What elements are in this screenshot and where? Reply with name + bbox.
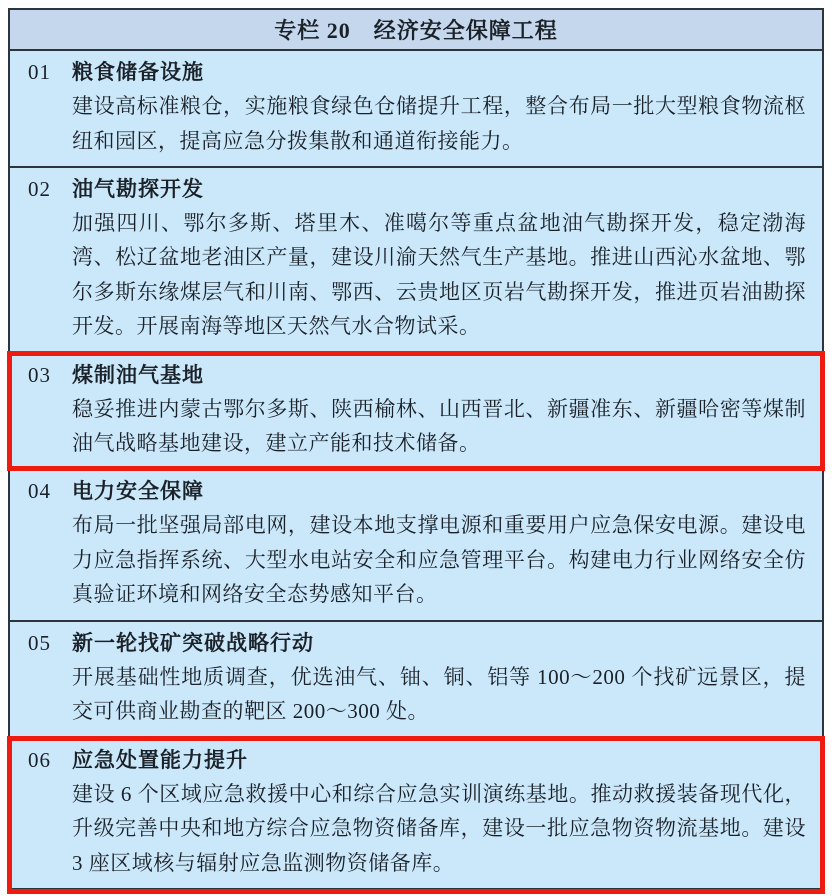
section-title: 应急处置能力提升 [72,747,248,772]
section-number: 04 [28,479,51,504]
section-row-01 [10,51,822,166]
section-body-text: 加强四川、鄂尔多斯、塔里木、准噶尔等重点盆地油气勘探开发，稳定渤海湾、松辽盆地老油区产量，建设川渝天然气生产基地。推进山西沁水盆地、鄂尔多斯东缘煤层气和川南、鄂西、云贵地区页岩气勘探开发，推进页岩油勘探开发。开展南海等地区天然气水合物试采。 [72,210,806,339]
box-header [10,10,822,51]
section-number: 02 [28,176,51,201]
section-number: 01 [28,60,51,84]
section-number: 06 [28,747,51,772]
section-number: 03 [28,362,51,387]
section-body-text: 稳妥推进内蒙古鄂尔多斯、陕西榆林、山西晋北、新疆准东、新疆哈密等煤制油气战略基地建设，建立产能和技术储备。 [72,396,806,456]
section-body-text: 建设高标准粮仓，实施粮食绿色仓储提升工程，整合布局一批大型粮食物流枢纽和园区，提高应急分拨集散和通道衔接能力。 [72,94,806,153]
section-list [10,51,822,888]
section-row-05 [10,620,822,737]
section-title: 油气勘探开发 [72,176,204,201]
section-row-02 [10,166,822,352]
section-body-text: 布局一批坚强局部电网，建设本地支撑电源和重要用户应急保安电源。建设电力应急指挥系统、大型水电站安全和应急管理平台。构建电力行业网络安全仿真验证环境和网络安全态势感知平台。 [72,513,806,607]
section-heading [28,172,806,206]
section-row-04 [10,468,822,619]
section-title: 新一轮找矿突破战略行动 [72,630,314,655]
section-heading [28,358,806,392]
section-body-text: 建设 6 个区域应急救援中心和综合应急实训演练基地。推动救援装备现代化，升级完善中央和地方综合应急物资储备库，建设一批应急物资物流基地。建设 3 座区域核与辐射应急监测物资储备库。 [72,781,806,875]
section-heading [28,626,806,660]
box-title: 专栏 20 经济安全保障工程 [274,18,558,43]
section-title: 电力安全保障 [72,479,204,504]
section-number: 05 [28,630,51,655]
section-heading [28,743,806,777]
section-body-text: 开展基础性地质调查，优选油气、铀、铜、铝等 100～200 个找矿远景区，提交可供商业勘查的靶区 200～300 处。 [72,664,806,724]
section-row-06 [10,737,822,888]
section-heading [28,474,806,508]
policy-box-table [8,8,824,890]
section-row-03 [10,352,822,469]
section-title: 粮食储备设施 [72,60,204,84]
section-title: 煤制油气基地 [72,362,204,387]
section-heading [28,55,806,89]
